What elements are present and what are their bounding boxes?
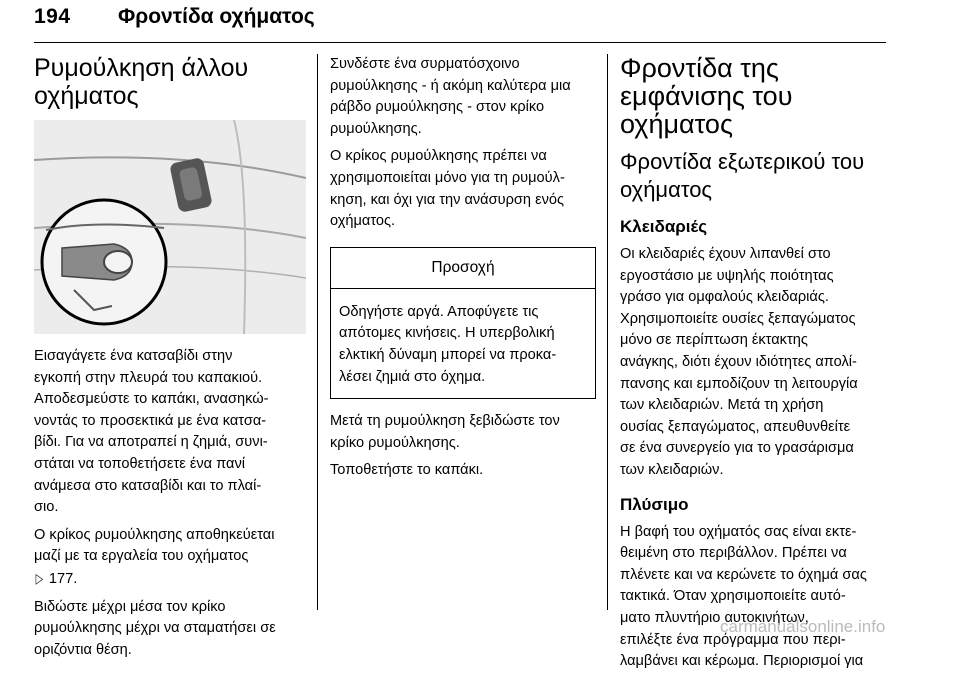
column-middle <box>330 54 596 482</box>
caution-text: Οδηγήστε αργά. Αποφύγετε τις απότομες κινήσεις. Η υπερβολική ελκτική δύναμη μπορεί να προκα- λέσει ζημιά στο όχημα. <box>339 303 557 385</box>
paragraph-towing-eye-storage: Ο κρίκος ρυμούλκησης αποθηκεύεται μαζί με τα εργαλεία του οχήματος ▷ 177. <box>34 525 306 591</box>
paragraph-insert-screwdriver: Εισαγάγετε ένα κατσαβίδι στην εγκοπή στην πλευρά του καπακιού. Αποδεσμεύστε το καπάκι, ανασηκώ- νοντάς το προσεκτικά με ένα κατσα- βίδι. Για να αποτραπεί η ζημιά, συνι- στάται να τοποθετήσετε ένα πανί ανάμεσα στο κατσαβίδι και το πλαί- σιο. <box>34 348 269 516</box>
watermark: carmanualsonline.info <box>720 617 886 636</box>
subheading-locks: Κλειδαριές <box>620 217 708 236</box>
towing-eye-drawing <box>34 120 306 334</box>
caution-title: Προσοχή <box>331 248 595 289</box>
paragraph-towing-only: Ο κρίκος ρυμούλκησης πρέπει να χρησιμοποιείται μόνο για τη ρυμούλ- κηση, και όχι για την ανάσυρση ενός οχήματος. <box>330 148 565 230</box>
column-left <box>34 54 306 661</box>
paragraph-washing: Η βαφή του οχήματός σας είναι εκτε- θειμένη στο περιβάλλον. Πρέπει να πλένετε και να κερώνετε το όχημά σας τακτικά. Όταν χρησιμοποιείτε αυτό- ματο πλυντήριο αυτοκινήτων, επιλέξτε ένα πρόγραμμα που περι- λαμβάνει και κέρωμα. Περιορισμοί για <box>620 523 867 670</box>
section-heading: Ρυμούλκηση άλλου οχήματος <box>34 54 249 110</box>
paragraph-refit-cover: Τοποθετήστε το καπάκι. <box>330 462 484 479</box>
paragraph-screw-in: Βιδώστε μέχρι μέσα τον κρίκο ρυμούλκησης μέχρι να σταματήσει σε οριζόντια θέση. <box>34 598 276 658</box>
header-rule <box>34 42 886 43</box>
page-reference-link[interactable]: 177. <box>48 570 78 587</box>
column-divider <box>317 54 318 610</box>
section-heading-exterior: Φροντίδα εξωτερικού του οχήματος <box>620 149 865 202</box>
column-divider <box>607 54 608 610</box>
subheading-washing: Πλύσιμο <box>620 494 689 514</box>
running-header: Φροντίδα οχήματος <box>118 5 315 28</box>
towing-eye-illustration <box>34 120 306 334</box>
paragraph-locks: Οι κλειδαριές έχουν λιπανθεί στο εργοστάσιο με υψηλής ποιότητας γράσο για ομφαλούς κλειδαριάς. Χρησιμοποιείτε ουσίες ξεπαγώματος μόνο σε περίπτωση έκτακτης ανάγκης, διότι έχουν ιδιότητες απολί- πανσης και εμποδίζουν τη λειτουργία των κλειδαριών. Μετά τη χρήση ουσίας ξεπαγώματος, απευθυνθείτε σε ένα συνεργείο για το γρασάρισμα των κλειδαριών. <box>620 246 858 478</box>
paragraph-connect-rope: Συνδέστε ένα συρματόσχοινο ρυμούλκησης - ή ακόμη καλύτερα μια ράβδο ρυμούλκησης - στον κρίκο ρυμούλκησης. <box>330 56 571 137</box>
paragraph-unscrew: Μετά τη ρυμούλκηση ξεβιδώστε τον κρίκο ρυμούλκησης. <box>330 413 560 451</box>
page-reference-arrow-icon: ▷ <box>35 569 44 586</box>
caution-box <box>330 247 596 399</box>
page-number: 194 <box>34 5 71 28</box>
chapter-heading: Φροντίδα της εμφάνισης του οχήματος <box>620 53 793 139</box>
column-right <box>620 54 888 673</box>
